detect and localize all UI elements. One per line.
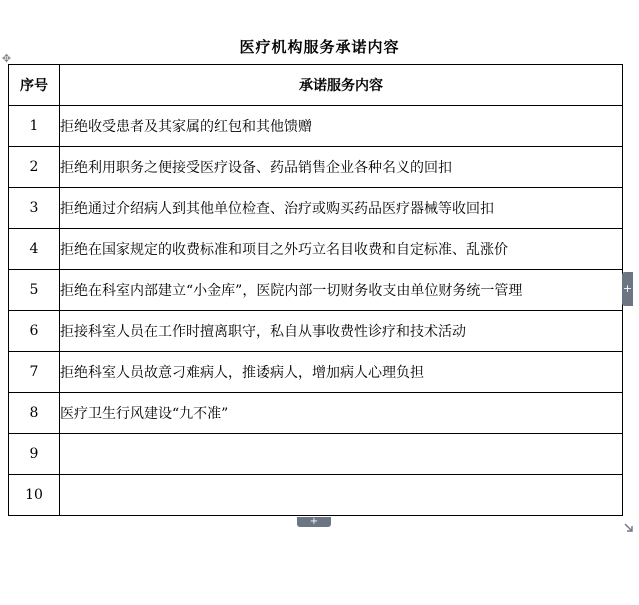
document-title: 医疗机构服务承诺内容: [239, 38, 400, 56]
table-row: [9, 229, 623, 270]
table-row: [9, 106, 623, 147]
header-content[interactable]: 承诺服务内容: [60, 65, 623, 106]
row-number[interactable]: 7: [9, 352, 60, 393]
row-content[interactable]: 拒绝利用职务之便接受医疗设备、药品销售企业各种名义的回扣: [60, 147, 623, 188]
table-row: [9, 352, 623, 393]
row-content[interactable]: 拒接科室人员在工作时擅离职守，私自从事收费性诊疗和技术活动: [60, 311, 623, 352]
plus-icon: +: [309, 516, 319, 527]
row-content[interactable]: [60, 475, 623, 516]
promise-table: [8, 64, 623, 516]
table-row: [9, 270, 623, 311]
table-row: [9, 311, 623, 352]
row-content[interactable]: 拒绝通过介绍病人到其他单位检查、治疗或购买药品医疗器械等收回扣: [60, 188, 623, 229]
table-move-handle[interactable]: [1, 53, 12, 64]
table-resize-handle[interactable]: [624, 517, 633, 526]
row-number[interactable]: 5: [9, 270, 60, 311]
row-number[interactable]: 10: [9, 475, 60, 516]
add-column-button[interactable]: [622, 272, 633, 306]
row-content[interactable]: 拒绝收受患者及其家属的红包和其他馈赠: [60, 106, 623, 147]
row-content[interactable]: 拒绝科室人员故意刁难病人，推诿病人，增加病人心理负担: [60, 352, 623, 393]
row-number[interactable]: 8: [9, 393, 60, 434]
table-row: [9, 147, 623, 188]
row-content[interactable]: 拒绝在科室内部建立“小金库”，医院内部一切财务收支由单位财务统一管理: [60, 270, 623, 311]
row-content[interactable]: 拒绝在国家规定的收费标准和项目之外巧立名目收费和自定标准、乱涨价: [60, 229, 623, 270]
table-row: [9, 188, 623, 229]
resize-icon: [624, 523, 633, 532]
row-number[interactable]: 2: [9, 147, 60, 188]
row-number[interactable]: 4: [9, 229, 60, 270]
table-row: [9, 393, 623, 434]
row-number[interactable]: 6: [9, 311, 60, 352]
table-row: [9, 434, 623, 475]
table-row: [9, 475, 623, 516]
row-number[interactable]: 1: [9, 106, 60, 147]
row-content[interactable]: 医疗卫生行风建设“九不准”: [60, 393, 623, 434]
row-number[interactable]: 3: [9, 188, 60, 229]
row-number[interactable]: 9: [9, 434, 60, 475]
add-row-button[interactable]: [297, 517, 331, 527]
move-icon: ✥: [1, 52, 12, 65]
row-content[interactable]: [60, 434, 623, 475]
plus-icon: +: [622, 282, 633, 295]
header-number[interactable]: 序号: [9, 65, 60, 106]
table-header-row: [9, 65, 623, 106]
